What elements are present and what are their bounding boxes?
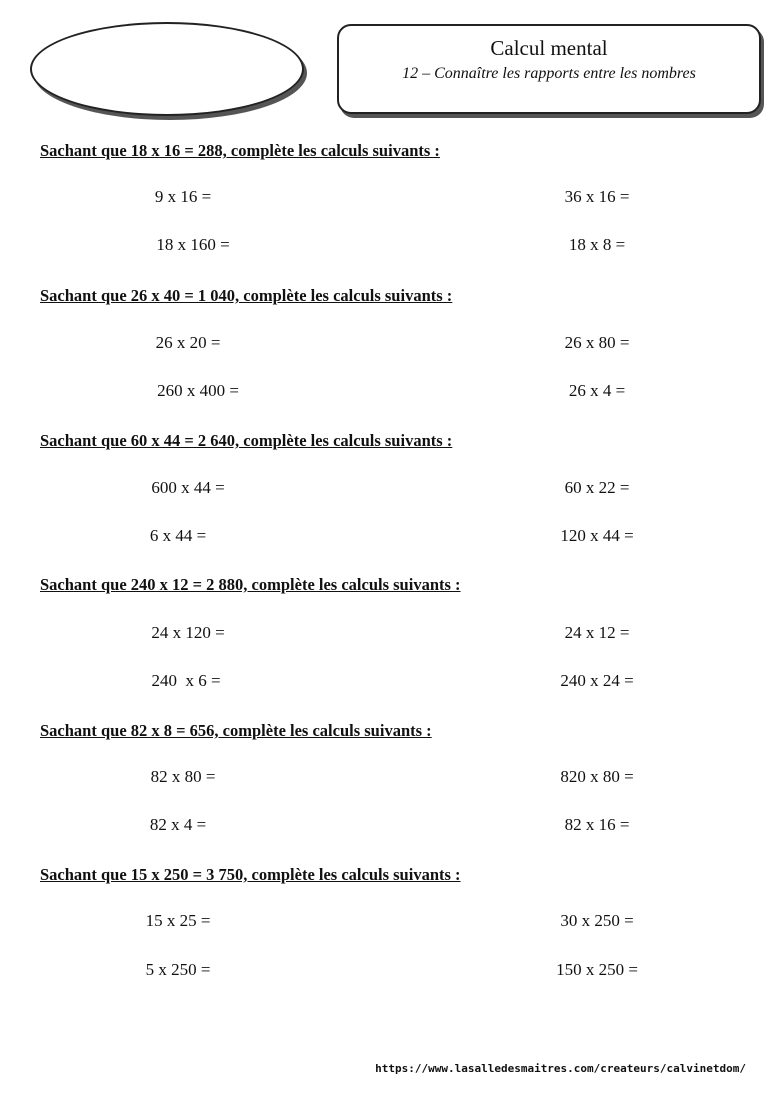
calc-item: 36 x 16 = (564, 187, 630, 206)
calc-item: 260 x 400 = (157, 381, 239, 400)
calc-item: 30 x 250 = (560, 911, 634, 930)
section-heading: Sachant que 60 x 44 = 2 640, complète les calculs suivants : (40, 431, 453, 450)
calc-item: 15 x 25 = (145, 911, 211, 930)
calc-item: 82 x 4 = (149, 815, 207, 834)
calc-item: 82 x 80 = (150, 767, 216, 786)
calc-item: 82 x 16 = (564, 815, 630, 834)
calc-item: 6 x 44 = (149, 526, 207, 545)
section-heading: Sachant que 18 x 16 = 288, complète les calculs suivants : (40, 141, 440, 160)
page-title: Calcul mental (490, 36, 608, 60)
calc-item: 26 x 20 = (155, 333, 221, 352)
title-box (337, 24, 761, 114)
section-heading: Sachant que 240 x 12 = 2 880, complète les calculs suivants : (40, 575, 461, 594)
calc-item: 240 x 6 = (151, 671, 221, 690)
name-oval (30, 22, 304, 116)
calc-item: 18 x 8 = (568, 235, 626, 254)
calc-item: 26 x 4 = (568, 381, 626, 400)
calc-item: 240 x 24 = (560, 671, 634, 690)
calc-item: 24 x 120 = (151, 623, 225, 642)
calc-item: 60 x 22 = (564, 478, 630, 497)
section-heading: Sachant que 26 x 40 = 1 040, complète les calculs suivants : (40, 286, 453, 305)
calc-item: 600 x 44 = (151, 478, 225, 497)
calc-item: 820 x 80 = (560, 767, 634, 786)
section-heading: Sachant que 82 x 8 = 656, complète les calculs suivants : (40, 721, 432, 740)
calc-item: 24 x 12 = (564, 623, 630, 642)
calc-item: 26 x 80 = (564, 333, 630, 352)
calc-item: 150 x 250 = (556, 960, 638, 979)
footer-url[interactable]: https://www.lasalledesmaitres.com/createurs/calvinetdom/ (375, 1062, 746, 1075)
section-heading: Sachant que 15 x 250 = 3 750, complète les calculs suivants : (40, 865, 461, 884)
calc-item: 120 x 44 = (560, 526, 634, 545)
page-subtitle: 12 – Connaître les rapports entre les nombres (402, 65, 696, 82)
calc-item: 18 x 160 = (156, 235, 230, 254)
calc-item: 9 x 16 = (154, 187, 212, 206)
calc-item: 5 x 250 = (145, 960, 211, 979)
